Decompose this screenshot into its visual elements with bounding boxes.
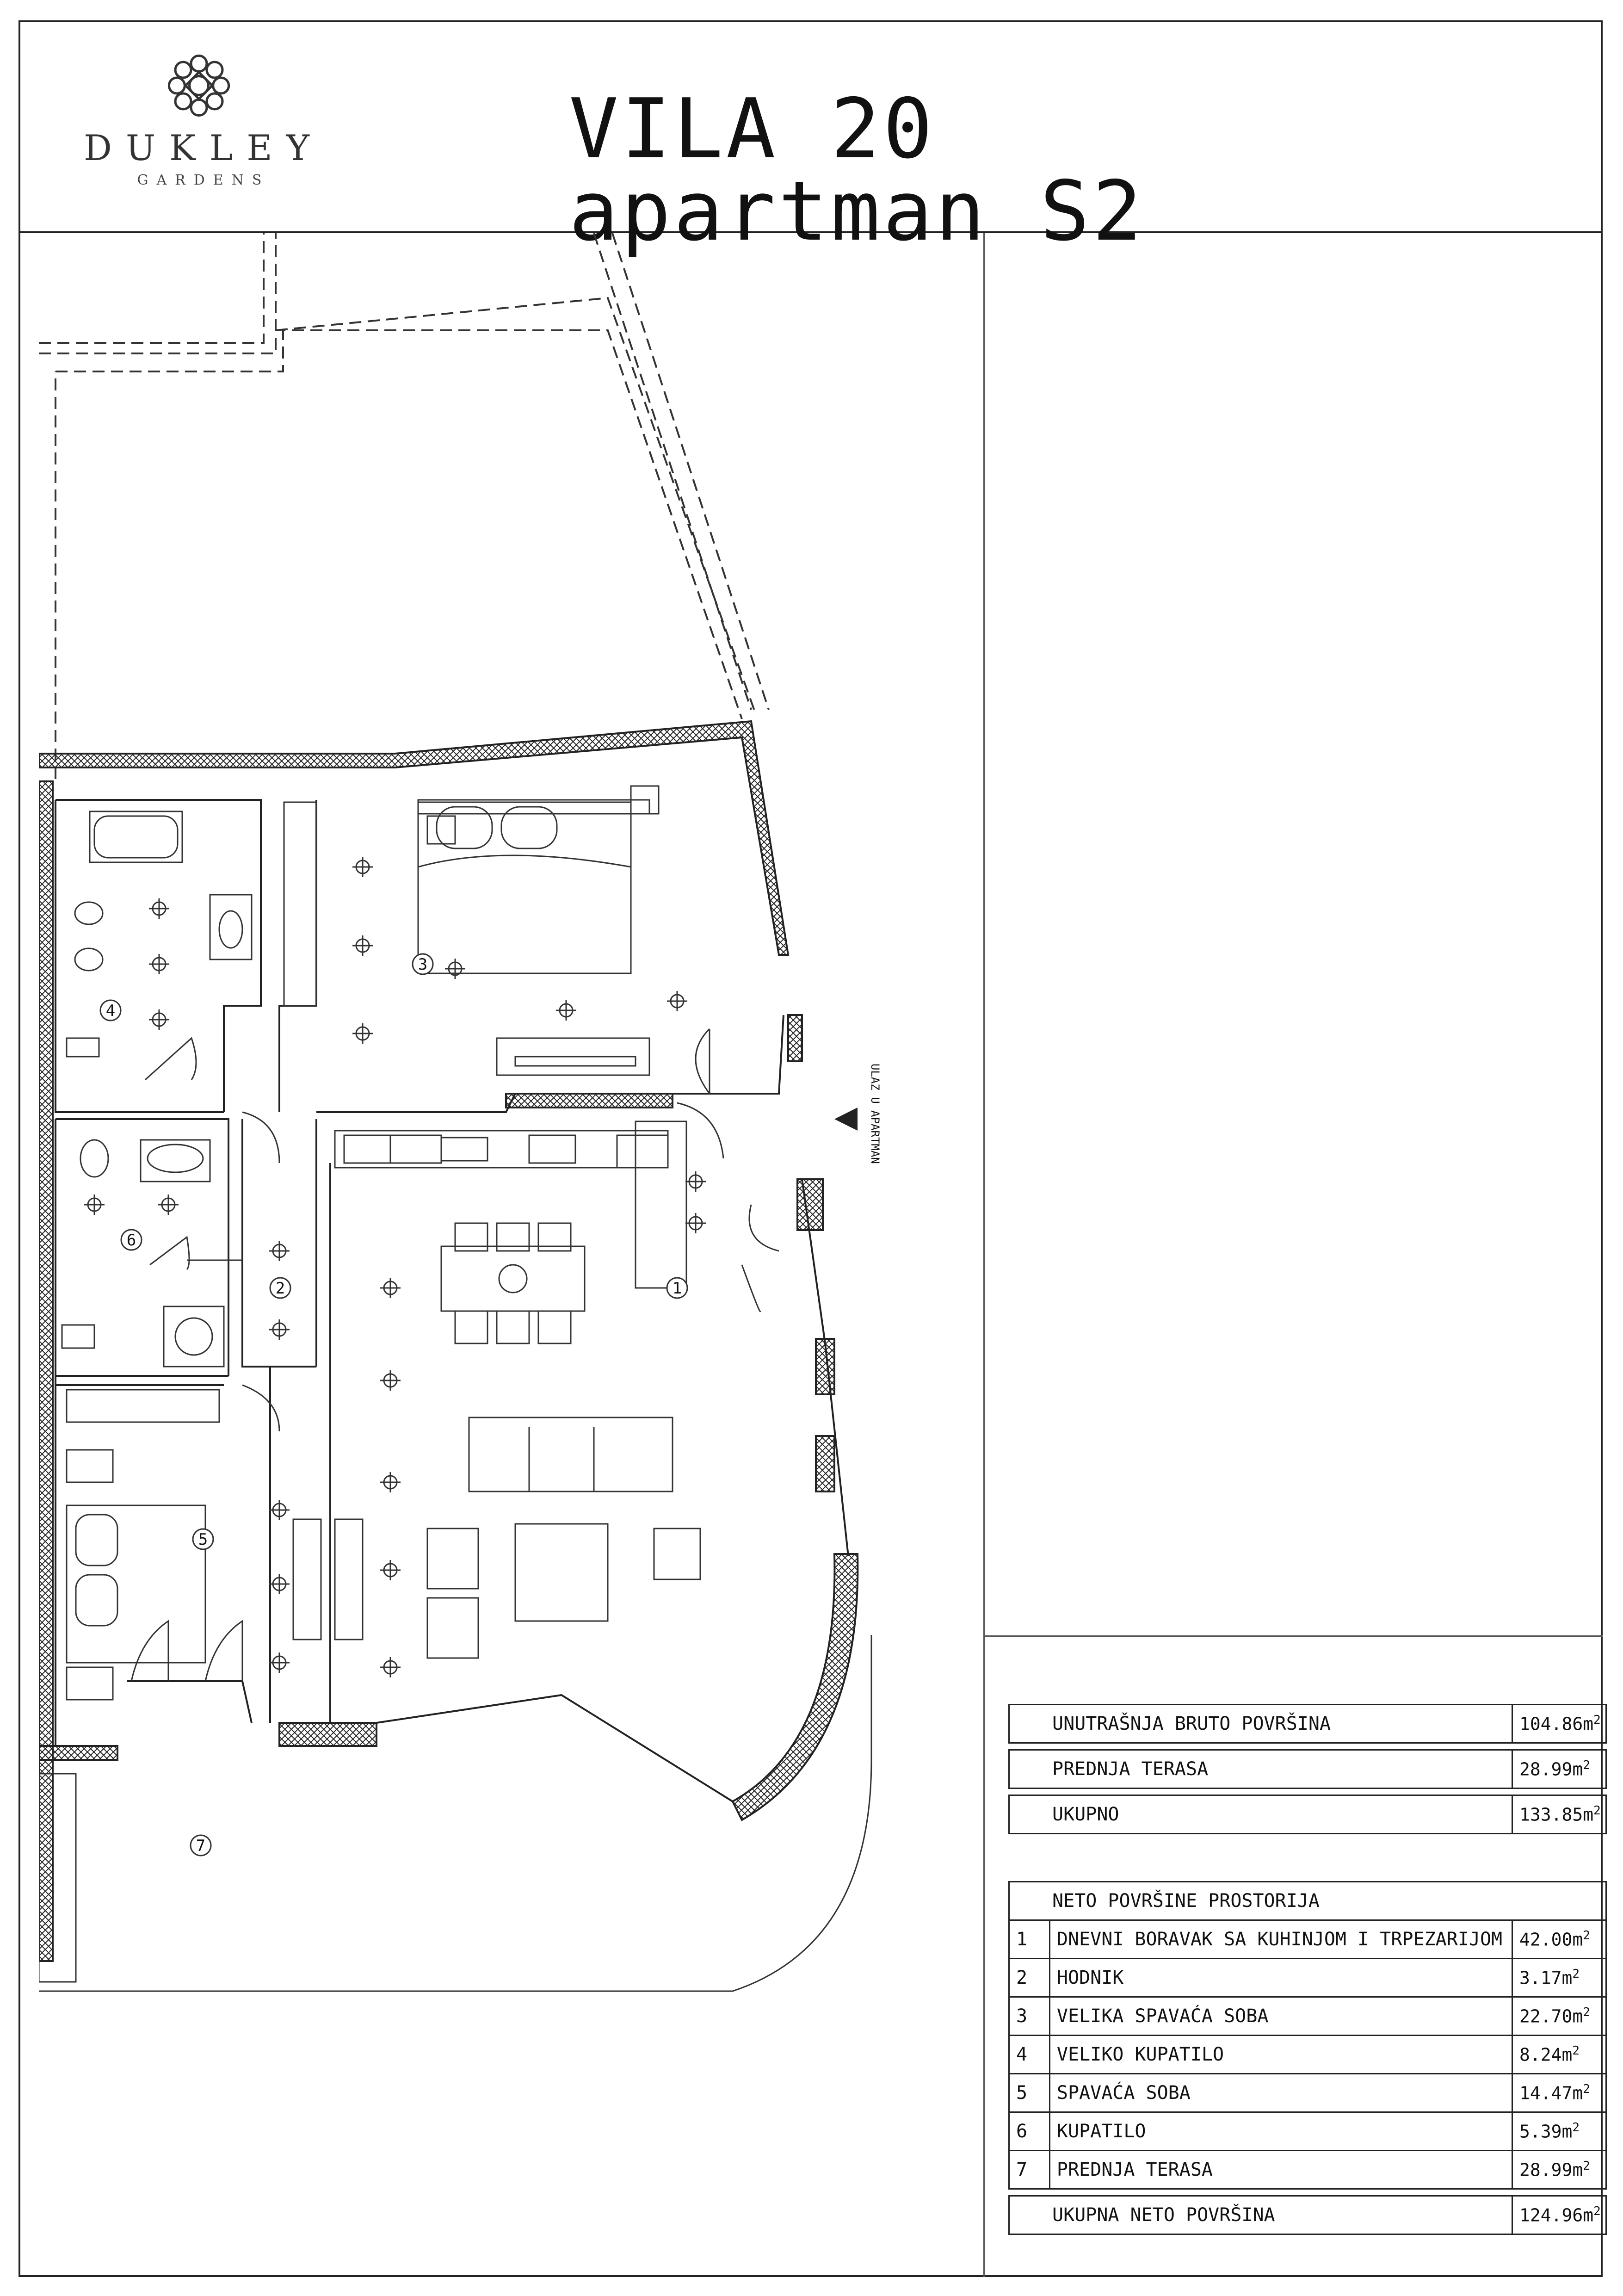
area-summary-table [1008,1704,1607,1834]
table-row [1009,1920,1606,1959]
net-areas-table [1008,1881,1607,2235]
plan-divider [983,233,985,2277]
row-label: SPAVAĆA SOBA [1049,2074,1512,2112]
table-row [1009,1705,1606,1743]
room-tag-2: 2 [275,1279,285,1298]
table-row [1009,2074,1606,2112]
total-row [1009,2196,1606,2234]
row-value: $28.99m^2$ [1512,1750,1606,1789]
row-value: $104.86m^2$ [1512,1705,1606,1743]
page-title: VILA 20 apartman S2 [569,81,1145,259]
row-number: 1 [1009,1920,1050,1959]
ceiling-lights [84,857,706,1677]
table-heading-row [1009,1882,1606,1920]
row-number: 3 [1009,1997,1050,2036]
row-label: VELIKA SPAVAĆA SOBA [1049,1997,1512,2036]
row-label: DNEVNI BORAVAK SA KUHINJOM I TRPEZARIJOM [1049,1920,1512,1959]
room-tag-6: 6 [126,1231,136,1250]
table-divider [983,1635,1603,1637]
row-label: VELIKO KUPATILO [1049,2036,1512,2074]
room-tag-7: 7 [196,1837,206,1855]
table-heading: NETO POVRŠINE PROSTORIJA [1009,1882,1606,1920]
total-value: $124.96m^2$ [1512,2196,1606,2234]
room-tag-1: 1 [672,1279,682,1298]
table-row [1009,2151,1606,2189]
neighbour-outline [39,233,769,779]
row-label: PREDNJA TERASA [1009,1750,1512,1789]
brand-logo [60,46,347,199]
room-tag-5: 5 [198,1530,208,1549]
row-value: $28.99m^2$ [1512,2151,1606,2189]
row-number: 4 [1009,2036,1050,2074]
floor-plan [39,233,983,2277]
total-label: UKUPNA NETO POVRŠINA [1009,2196,1512,2234]
row-value: $42.00m^2$ [1512,1920,1606,1959]
exterior-walls [39,721,858,1961]
table-row [1009,1795,1606,1834]
room-tag-4: 4 [105,1002,116,1020]
ornament-icon [160,46,238,125]
table-row [1009,1959,1606,1997]
row-number: 6 [1009,2112,1050,2151]
brand-subtitle: GARDENS [137,172,270,188]
row-label: PREDNJA TERASA [1049,2151,1512,2189]
room-tag-3: 3 [418,955,428,974]
row-label: UNUTRAŠNJA BRUTO POVRŠINA [1009,1705,1512,1743]
row-value: $14.47m^2$ [1512,2074,1606,2112]
table-row [1009,2036,1606,2074]
table-row [1009,1997,1606,2036]
row-number: 2 [1009,1959,1050,1997]
table-row [1009,1750,1606,1789]
row-value: $133.85m^2$ [1512,1795,1606,1834]
row-number: 5 [1009,2074,1050,2112]
row-value: $22.70m^2$ [1512,1997,1606,2036]
entrance-label: ULAZ U APARTMAN [869,1064,882,1164]
brand-name: DUKLEY [84,127,323,168]
row-value: $5.39m^2$ [1512,2112,1606,2151]
row-label: UKUPNO [1009,1795,1512,1834]
table-row [1009,2112,1606,2151]
entrance-marker [834,1064,882,1164]
row-label: KUPATILO [1049,2112,1512,2151]
row-label: HODNIK [1049,1959,1512,1997]
row-value: $8.24m^2$ [1512,2036,1606,2074]
row-value: $3.17m^2$ [1512,1959,1606,1997]
row-number: 7 [1009,2151,1050,2189]
interior-walls [56,800,848,1801]
